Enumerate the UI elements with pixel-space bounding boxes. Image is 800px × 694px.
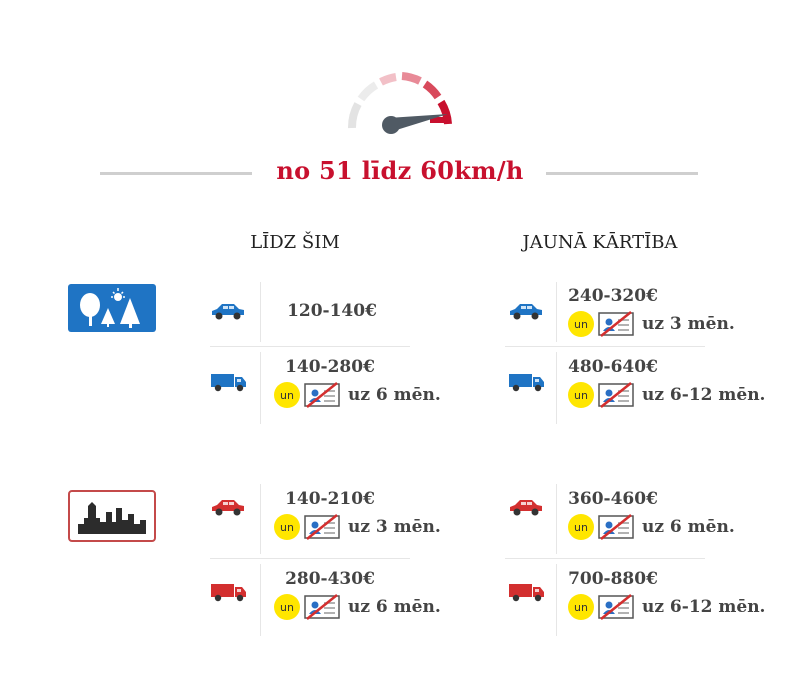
old-penalty-zone1-truck — [274, 382, 441, 408]
un-badge: un — [274, 514, 300, 540]
car-icon — [209, 300, 247, 322]
old-penalty-zone2-truck — [274, 594, 441, 620]
new-price-zone2-truck: 700-880€ — [568, 569, 658, 589]
license-suspended-icon — [598, 382, 634, 408]
forest-road-sign-icon — [68, 284, 156, 332]
suspension-term: uz 6 mēn. — [348, 385, 441, 405]
car-icon — [507, 300, 545, 322]
truck-icon — [209, 581, 249, 603]
truck-icon — [507, 581, 547, 603]
suspension-term: uz 3 mēn. — [642, 314, 735, 334]
un-badge: un — [568, 311, 594, 337]
old-penalty-zone2-car — [274, 514, 441, 540]
truck-icon — [507, 371, 547, 393]
old-price-zone1-car: 120-140€ — [287, 301, 377, 321]
column-header-new: JAUNĀ KĀRTĪBA — [522, 232, 678, 253]
speedometer-icon — [336, 62, 464, 142]
license-suspended-icon — [304, 514, 340, 540]
city-sign-icon — [68, 490, 156, 542]
column-header-old: LĪDZ ŠIM — [250, 232, 340, 253]
page-title: no 51 līdz 60km/h — [276, 156, 524, 185]
suspension-term: uz 6 mēn. — [642, 517, 735, 537]
license-suspended-icon — [304, 594, 340, 620]
title-rule-left — [100, 172, 252, 175]
un-badge: un — [568, 382, 594, 408]
un-badge: un — [274, 594, 300, 620]
suspension-term: uz 3 mēn. — [348, 517, 441, 537]
new-penalty-zone1-truck — [568, 382, 765, 408]
un-badge: un — [568, 594, 594, 620]
suspension-term: uz 6 mēn. — [348, 597, 441, 617]
new-penalty-zone2-truck — [568, 594, 765, 620]
un-badge: un — [568, 514, 594, 540]
new-penalty-zone2-car — [568, 514, 735, 540]
new-penalty-zone1-car — [568, 311, 735, 337]
license-suspended-icon — [598, 311, 634, 337]
old-price-zone2-car: 140-210€ — [285, 489, 375, 509]
title-rule-right — [546, 172, 698, 175]
car-icon — [507, 496, 545, 518]
old-price-zone2-truck: 280-430€ — [285, 569, 375, 589]
license-suspended-icon — [304, 382, 340, 408]
un-badge: un — [274, 382, 300, 408]
truck-icon — [209, 371, 249, 393]
new-price-zone2-car: 360-460€ — [568, 489, 658, 509]
new-price-zone1-car: 240-320€ — [568, 286, 658, 306]
car-icon — [209, 496, 247, 518]
license-suspended-icon — [598, 514, 634, 540]
new-price-zone1-truck: 480-640€ — [568, 357, 658, 377]
license-suspended-icon — [598, 594, 634, 620]
suspension-term: uz 6-12 mēn. — [642, 597, 766, 617]
suspension-term: uz 6-12 mēn. — [642, 385, 766, 405]
old-price-zone1-truck: 140-280€ — [285, 357, 375, 377]
